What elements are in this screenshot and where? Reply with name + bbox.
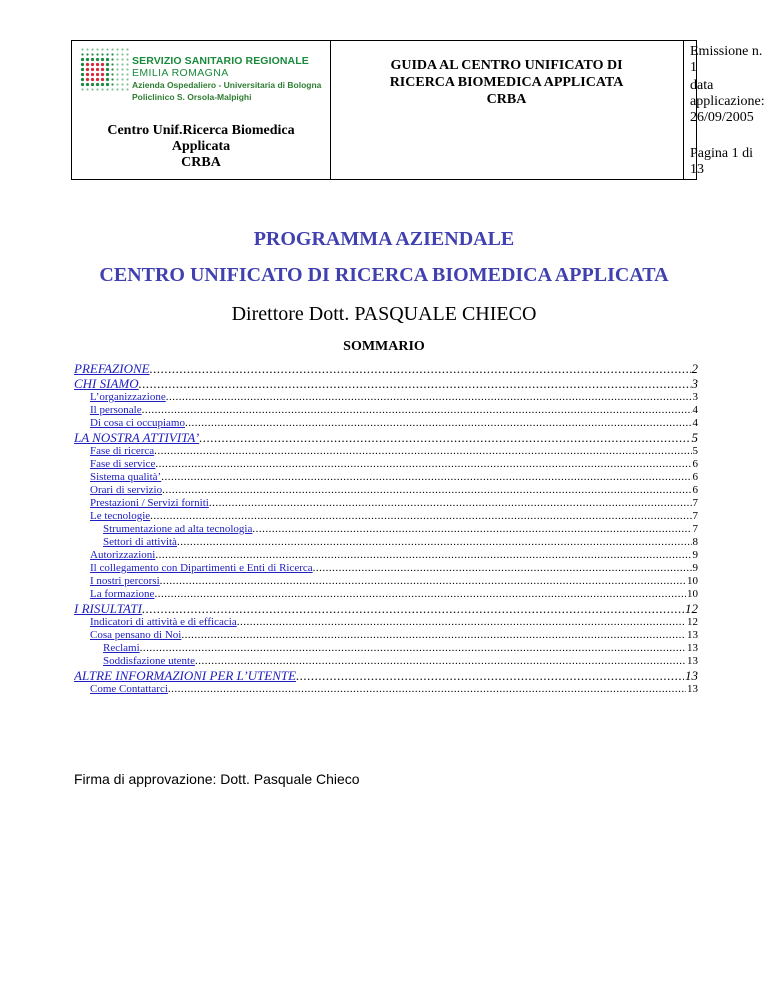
toc-page-number: 12	[685, 601, 698, 616]
toc-entry-link[interactable]: Cosa pensano di Noi	[90, 629, 182, 641]
toc-entry-link[interactable]: Reclami	[103, 642, 140, 654]
toc-page-number: 5	[691, 430, 698, 445]
toc-leader-dots	[181, 629, 686, 642]
toc-leader-dots	[162, 484, 691, 497]
logo-dot	[86, 68, 89, 71]
logo-dot	[96, 48, 98, 50]
toc-page-number: 9	[692, 549, 698, 561]
toc-page-number: 2	[691, 361, 698, 376]
toc-entry[interactable]	[74, 536, 698, 549]
logo-dot	[111, 58, 113, 60]
toc-page-number: 7	[692, 497, 698, 509]
logo-dot	[116, 63, 118, 65]
toc-page-number: 6	[692, 458, 698, 470]
center-title: CENTRO UNIFICATO DI RICERCA BIOMEDICA APPLICATA	[99, 264, 669, 286]
logo-dot	[86, 53, 88, 55]
toc-entry[interactable]	[74, 629, 698, 642]
toc-page-number: 3	[691, 376, 698, 391]
logo-dot	[121, 63, 123, 65]
toc-entry[interactable]	[74, 588, 698, 601]
logo-dot	[111, 88, 113, 90]
toc-entry[interactable]	[74, 430, 698, 445]
logo-dot	[86, 78, 89, 81]
guide-title	[338, 57, 675, 108]
logo-dot	[106, 88, 108, 90]
toc-entry-link[interactable]: CHI SIAMO	[74, 376, 139, 391]
logo-dot	[106, 53, 108, 55]
logo-dot	[86, 63, 89, 66]
logo-dot	[101, 53, 103, 55]
logo-line-2: EMILIA ROMAGNA	[132, 67, 229, 79]
toc-entry[interactable]	[74, 445, 698, 458]
logo-dot	[106, 73, 109, 76]
logo-dot	[86, 48, 88, 50]
logo-dot	[111, 63, 113, 65]
toc-page-number: 4	[692, 417, 698, 429]
logo-dot	[106, 83, 109, 86]
logo-dot	[96, 68, 99, 71]
logo-dot	[91, 73, 94, 76]
toc-entry[interactable]	[74, 471, 698, 484]
logo-dot	[121, 83, 123, 85]
toc-page-number: 4	[692, 404, 698, 416]
toc-entry[interactable]	[74, 510, 698, 523]
toc-leader-dots	[142, 404, 692, 417]
logo-dot	[121, 68, 123, 70]
header-right-cell	[683, 41, 768, 179]
toc-entry-link[interactable]: Come Contattarci	[90, 683, 168, 695]
toc-page-number: 13	[687, 683, 698, 695]
toc-leader-dots	[155, 549, 691, 562]
toc-entry[interactable]	[74, 616, 698, 629]
toc-entry-link[interactable]: Strumentazione ad alta tecnologia	[103, 523, 253, 535]
toc-page-number: 13	[687, 655, 698, 667]
logo-dot	[106, 58, 109, 61]
logo-dot	[126, 78, 128, 80]
logo-dot	[91, 48, 93, 50]
logo-text	[132, 55, 321, 103]
logo-dot	[126, 83, 128, 85]
logo-dot	[126, 63, 128, 65]
logo-dot	[81, 68, 84, 71]
logo-dot	[116, 48, 118, 50]
logo-dot	[96, 53, 98, 55]
toc-entry-link[interactable]: Prestazioni / Servizi forniti	[90, 497, 209, 509]
toc-leader-dots	[154, 445, 691, 458]
logo-dot	[81, 73, 84, 76]
toc-entry[interactable]	[74, 497, 698, 510]
unit-name-line-2: Applicata	[171, 139, 231, 154]
toc-leader-dots	[142, 601, 684, 616]
logo-dot	[81, 48, 83, 50]
logo-dot	[101, 68, 104, 71]
toc-page-number: 3	[692, 391, 698, 403]
logo-dot	[106, 78, 109, 81]
director-line: Direttore Dott. PASQUALE CHIECO	[231, 303, 537, 325]
header-left-cell	[72, 41, 331, 179]
toc-leader-dots	[199, 430, 690, 445]
toc-entry-link[interactable]: I nostri percorsi	[90, 575, 160, 587]
unit-name-line-1: Centro Unif.Ricerca Biomedica	[107, 123, 295, 138]
logo-dot	[111, 68, 113, 70]
toc-page-number: 5	[692, 445, 698, 457]
toc-entry[interactable]	[74, 642, 698, 655]
toc-entry-link[interactable]: Fase di ricerca	[90, 445, 155, 457]
toc-leader-dots	[209, 497, 692, 510]
toc-entry-link[interactable]: L’organizzazione	[90, 391, 166, 403]
logo-dot	[101, 58, 104, 61]
toc-leader-dots	[155, 458, 691, 471]
logo-dot	[91, 58, 94, 61]
logo-dot	[86, 58, 89, 61]
logo-dot	[121, 88, 123, 90]
logo-line-1: SERVIZIO SANITARIO REGIONALE	[132, 55, 309, 67]
toc-leader-dots	[237, 616, 686, 629]
logo-dot	[81, 78, 84, 81]
logo-dot	[96, 83, 99, 86]
logo-dot	[126, 53, 128, 55]
logo-dot	[121, 78, 123, 80]
toc-entry[interactable]	[74, 655, 698, 668]
toc-leader-dots	[161, 471, 691, 484]
logo-dot	[101, 88, 103, 90]
table-of-contents	[74, 361, 698, 696]
toc-page-number: 6	[692, 471, 698, 483]
logo-dot	[81, 63, 84, 66]
toc-entry[interactable]	[74, 458, 698, 471]
logo-dot	[116, 58, 118, 60]
toc-page-number: 6	[692, 484, 698, 496]
logo-dot	[81, 53, 83, 55]
toc-entry-link[interactable]: PREFAZIONE	[74, 361, 150, 376]
logo-dot	[96, 78, 99, 81]
logo-dot	[96, 58, 99, 61]
toc-entry[interactable]	[74, 601, 698, 616]
unit-name-line-3: CRBA	[181, 155, 221, 170]
logo-dot	[116, 68, 118, 70]
toc-page-number: 13	[687, 642, 698, 654]
approval-signature: Firma di approvazione: Dott. Pasquale Chieco	[74, 771, 360, 787]
toc-entry-link[interactable]: ALTRE INFORMAZIONI PER L’UTENTE	[74, 668, 297, 683]
toc-entry-link[interactable]: Soddisfazione utente	[103, 655, 195, 667]
toc-page-number: 9	[692, 562, 698, 574]
toc-leader-dots	[160, 575, 686, 588]
logo-dot	[81, 88, 83, 90]
logo-line-3: Azienda Ospedaliero - Universitaria di Bologna	[132, 80, 322, 90]
toc-leader-dots	[168, 683, 686, 696]
toc-entry[interactable]	[74, 361, 698, 376]
toc-entry-link[interactable]: Orari di servizio	[90, 484, 163, 496]
logo-dot	[121, 58, 123, 60]
toc-leader-dots	[296, 668, 684, 683]
toc-entry-link[interactable]: Fase di service	[90, 458, 156, 470]
logo-dot	[101, 73, 104, 76]
logo-dot	[91, 78, 94, 81]
toc-entry-link[interactable]: Il personale	[90, 404, 142, 416]
logo-dot	[81, 58, 84, 61]
logo-dot	[121, 53, 123, 55]
toc-entry[interactable]	[74, 484, 698, 497]
toc-leader-dots	[166, 391, 692, 404]
logo-dot	[91, 83, 94, 86]
logo-dot	[126, 68, 128, 70]
logo-dot	[116, 73, 118, 75]
toc-entry-link[interactable]: La formazione	[90, 588, 155, 600]
guide-title-line-3: CRBA	[486, 92, 527, 107]
toc-page-number: 13	[685, 668, 698, 683]
toc-entry-link[interactable]: Settori di attività	[103, 536, 177, 548]
logo-dot	[86, 73, 89, 76]
toc-entry[interactable]	[74, 668, 698, 683]
logo-dot	[116, 88, 118, 90]
toc-entry-link[interactable]: Sistema qualità’	[90, 471, 162, 483]
toc-leader-dots	[177, 536, 692, 549]
logo-dot	[106, 68, 109, 71]
application-date: 26/09/2005	[690, 110, 754, 125]
logo-dot	[111, 83, 113, 85]
toc-entry[interactable]	[74, 391, 698, 404]
toc-entry-link[interactable]: I RISULTATI	[74, 601, 142, 616]
logo-line-4: Policlinico S. Orsola-Malpighi	[132, 92, 252, 102]
logo-dot	[101, 63, 104, 66]
logo-dot	[101, 83, 104, 86]
logo-dot	[111, 73, 113, 75]
logo-dot	[116, 83, 118, 85]
unit-name	[72, 123, 330, 171]
logo-dot	[111, 48, 113, 50]
toc-entry-link[interactable]: Autorizzazioni	[90, 549, 156, 561]
toc-entry[interactable]	[74, 417, 698, 430]
toc-entry[interactable]	[74, 575, 698, 588]
logo-dot	[91, 88, 93, 90]
toc-leader-dots	[195, 655, 686, 668]
toc-entry-link[interactable]: Il collegamento con Dipartimenti e Enti di Ricerca	[90, 562, 313, 574]
toc-page-number: 10	[687, 575, 698, 587]
toc-leader-dots	[150, 510, 691, 523]
toc-entry-link[interactable]: Indicatori di attività e di efficacia	[90, 616, 237, 628]
toc-entry-link[interactable]: LA NOSTRA ATTIVITA’	[74, 430, 200, 445]
logo-dot	[81, 83, 84, 86]
header-center-cell	[330, 41, 684, 179]
summary-heading: SOMMARIO	[343, 339, 425, 354]
logo-dot	[126, 88, 128, 90]
toc-leader-dots	[313, 562, 692, 575]
emission-number: Emissione n. 1	[690, 44, 763, 75]
toc-page-number: 10	[687, 588, 698, 600]
logo-dot	[126, 58, 128, 60]
toc-entry-link[interactable]: Le tecnologie	[90, 510, 151, 522]
logo-dot	[91, 68, 94, 71]
toc-leader-dots	[140, 642, 686, 655]
toc-leader-dots	[154, 588, 686, 601]
toc-leader-dots	[150, 361, 691, 376]
logo-dot	[106, 48, 108, 50]
date-label-1: data	[690, 78, 714, 93]
logo-dot	[96, 88, 98, 90]
logo-dot	[96, 73, 99, 76]
toc-page-number: 12	[687, 616, 698, 628]
regional-logo-icon	[80, 47, 130, 91]
toc-entry[interactable]	[74, 683, 698, 696]
logo-dot	[106, 63, 109, 66]
logo-dot	[126, 48, 128, 50]
guide-title-line-1: GUIDA AL CENTRO UNIFICATO DI	[390, 58, 623, 73]
logo-dot	[111, 78, 113, 80]
guide-title-line-2: RICERCA BIOMEDICA APPLICATA	[389, 75, 624, 90]
toc-leader-dots	[252, 523, 691, 536]
logo-dot	[126, 73, 128, 75]
toc-entry[interactable]	[74, 404, 698, 417]
logo-dot	[86, 88, 88, 90]
logo-dot	[111, 53, 113, 55]
logo-dot	[101, 78, 104, 81]
toc-entry[interactable]	[74, 562, 698, 575]
toc-leader-dots	[185, 417, 692, 430]
toc-page-number: 7	[692, 510, 698, 522]
logo-dot	[86, 83, 89, 86]
toc-entry[interactable]	[74, 523, 698, 536]
toc-entry[interactable]	[74, 549, 698, 562]
logo-dot	[101, 48, 103, 50]
page-info: Pagina 1 di 13	[690, 146, 753, 177]
toc-page-number: 8	[692, 536, 698, 548]
logo-dot	[91, 63, 94, 66]
document-header-table	[71, 40, 765, 180]
logo-dot	[96, 63, 99, 66]
toc-page-number: 13	[687, 629, 698, 641]
date-label-2: applicazione:	[690, 94, 765, 109]
toc-page-number: 7	[692, 523, 698, 535]
logo-dot	[121, 73, 123, 75]
program-title: PROGRAMMA AZIENDALE	[253, 228, 515, 250]
logo-dot	[116, 53, 118, 55]
logo-dot	[121, 48, 123, 50]
toc-entry-link[interactable]: Di cosa ci occupiamo	[90, 417, 185, 429]
toc-entry[interactable]	[74, 376, 698, 391]
logo-dot	[116, 78, 118, 80]
logo-dot	[91, 53, 93, 55]
toc-leader-dots	[139, 376, 691, 391]
